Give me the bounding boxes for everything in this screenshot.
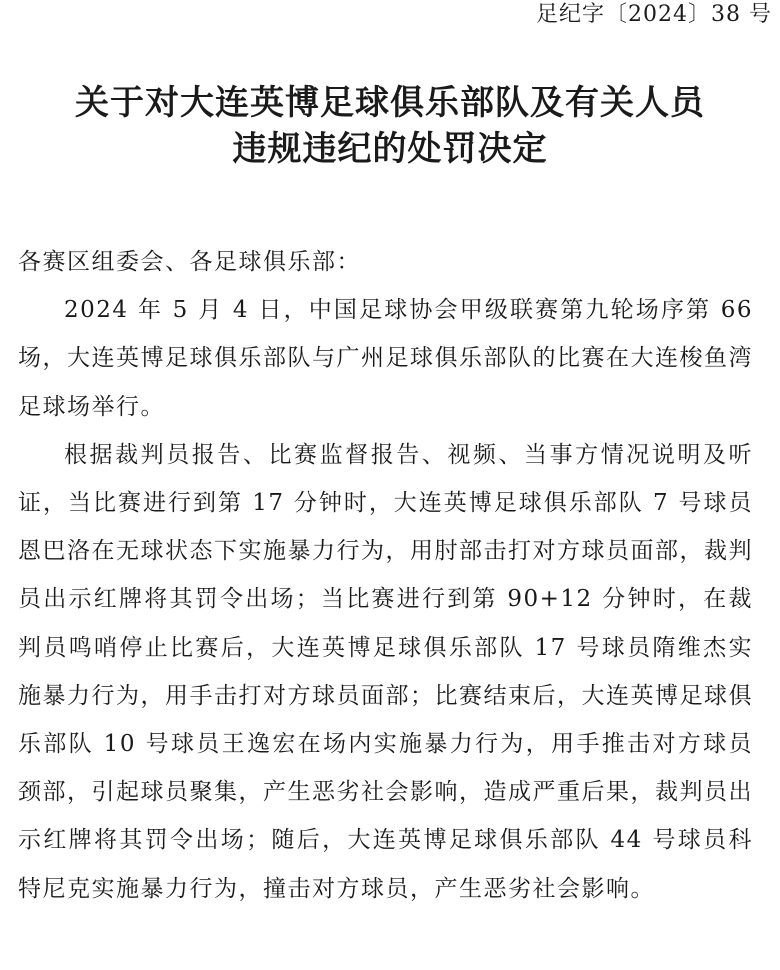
document-body: [18, 238, 753, 913]
title-line-2: 违规违纪的处罚决定: [232, 129, 548, 169]
document-number: 足纪字〔2024〕38 号: [536, 2, 772, 27]
paragraph-match-info: 2024 年 5 月 4 日，中国足球协会甲级联赛第九轮场序第 66 场，大连英博足球俱乐部队与广州足球俱乐部队的比赛在大连梭鱼湾足球场举行。: [18, 297, 753, 420]
salutation: 各赛区组委会、各足球俱乐部：: [18, 249, 361, 275]
paragraph-violation-details: 根据裁判员报告、比赛监督报告、视频、当事方情况说明及听证，当比赛进行到第 17 分钟时，大连英博足球俱乐部队 7 号球员恩巴洛在无球状态下实施暴力行为，用肘部击打对方球员面部，裁判员出示红牌将其罚令出场；当比赛进行到第 90+12 分钟时，在裁判员鸣哨停止比赛后，大连英博足球俱乐部队 17 号球员隋维杰实施暴力行为，用手击打对方球员面部；比赛结束后，大连英博足球俱乐部队 10 号球员王逸宏在场内实施暴力行为，用手推击对方球员颈部，引起球员聚集，产生恶劣社会影响，造成严重后果，裁判员出示红牌将其罚令出场；随后，大连英博足球俱乐部队 44 号球员科特尼克实施暴力行为，撞击对方球员，产生恶劣社会影响。: [18, 441, 753, 902]
document-title: [0, 80, 780, 172]
title-line-1: 关于对大连英博足球俱乐部队及有关人员: [75, 83, 705, 123]
